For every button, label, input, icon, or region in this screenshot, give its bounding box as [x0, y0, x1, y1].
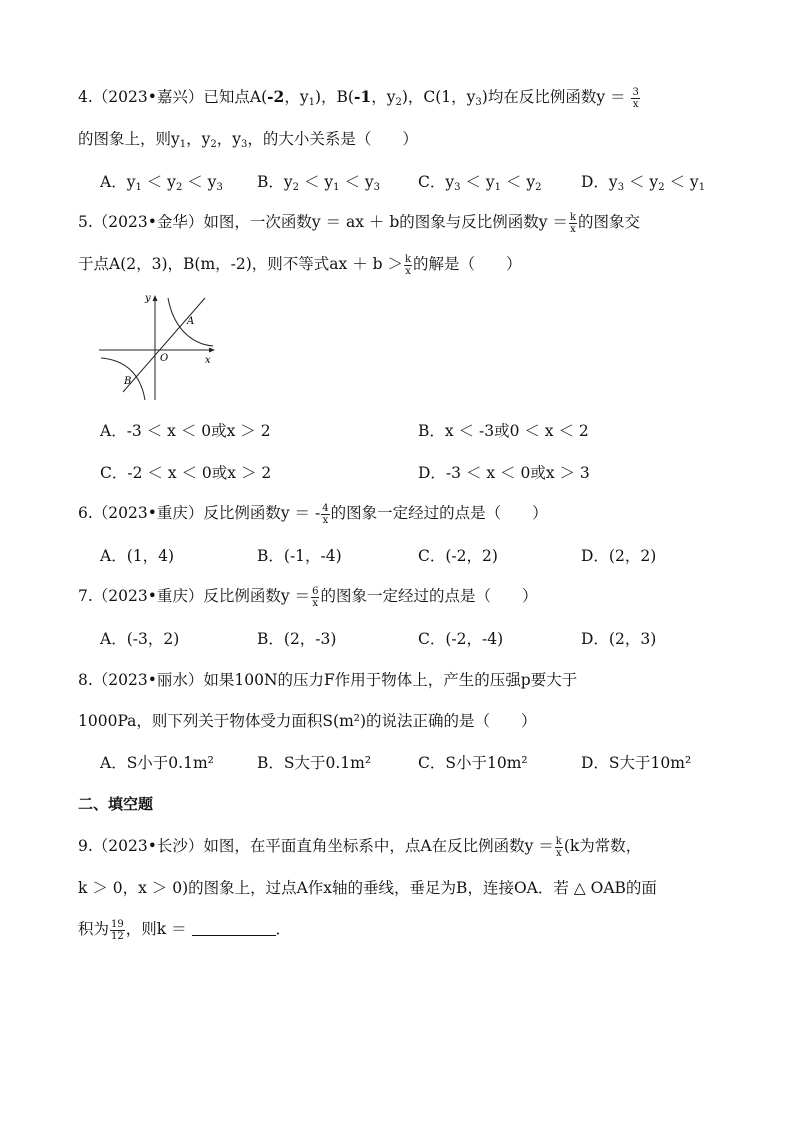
- q6-line: 6.（2023•重庆）反比例函数y ＝ - $\frac{4}{x}$ 的图象一定经过的点是（ ）: [78, 502, 548, 526]
- graph-label-x: x: [205, 355, 211, 366]
- q7-fraction: $\frac{6}{x}$: [312, 585, 319, 609]
- y-axis-arrow: [153, 295, 158, 301]
- x-axis-arrow: [209, 348, 215, 353]
- q9-line3: 积为 $\frac{19}{12}$ ，则k ＝ ．: [78, 918, 292, 942]
- q5-option-d[interactable]: D．-3 ＜ x ＜ 0或x ＞ 3: [418, 464, 590, 482]
- q6-option-d[interactable]: D．(2，2): [581, 547, 657, 565]
- q5-option-a[interactable]: A．-3 ＜ x ＜ 0或x ＞ 2: [100, 422, 271, 440]
- q9-fraction-2: $\frac{19}{12}$: [111, 918, 124, 942]
- q8-line1: 8.（2023•丽水）如果100N的压力F作用于物体上，产生的压强p要大于: [78, 671, 578, 689]
- q4-line2: 的图象上，则$y_1$，$y_2$，$y_3$，的大小关系是（ ）: [78, 130, 418, 150]
- q5-fraction-2: $\frac{k}{x}$: [404, 253, 412, 277]
- q5-option-b[interactable]: B．x ＜ -3或0 ＜ x ＜ 2: [418, 422, 589, 440]
- q4-line1: 4.（2023•嘉兴）已知点A(-2，$y_1$)，B(-1，$y_2$)，C(1，$y_3$)均在反比例函数y ＝ $\frac{3}{x}$: [78, 86, 639, 110]
- q8-option-d[interactable]: D．S大于10m²: [581, 754, 692, 772]
- q6-option-b[interactable]: B．(-1，-4): [257, 547, 342, 565]
- q4-fraction: $\frac{3}{x}$: [632, 86, 639, 110]
- q8-option-c[interactable]: C．S小于10m²: [418, 754, 528, 772]
- section-heading: 二、填空题: [78, 795, 154, 813]
- graph-label-o: O: [160, 353, 169, 364]
- q7-option-c[interactable]: C．(-2，-4): [418, 630, 504, 648]
- q4-option-d[interactable]: D．$y_3 < y_2 < y_1$: [581, 173, 706, 193]
- q4-option-b[interactable]: B．$y_2 < y_1 < y_3$: [257, 173, 381, 193]
- graph-label-a: A: [187, 316, 195, 327]
- q9-line2: k ＞ 0，x ＞ 0)的图象上，过点A作x轴的垂线，垂足为B，连接OA．若 △ OAB的面: [78, 879, 657, 897]
- hyperbola-branch-2: [101, 358, 145, 400]
- q7-option-a[interactable]: A．(-3，2): [100, 630, 180, 648]
- graph-label-y: y: [145, 293, 151, 304]
- q9-line1: 9.（2023•长沙）如图，在平面直角坐标系中，点A在反比例函数y ＝ $\frac{k}{x}$ (k为常数，: [78, 835, 642, 859]
- linear-function-line: [123, 298, 205, 392]
- q5-option-c[interactable]: C．-2 ＜ x ＜ 0或x ＞ 2: [100, 464, 272, 482]
- q6-option-c[interactable]: C．(-2，2): [418, 547, 498, 565]
- q5-graph: [95, 288, 225, 403]
- q8-option-b[interactable]: B．S大于0.1m²: [257, 754, 372, 772]
- q6-option-a[interactable]: A．(1，4): [100, 547, 175, 565]
- q9-fraction-1: $\frac{k}{x}$: [555, 835, 562, 859]
- q7-option-b[interactable]: B．(2，-3): [257, 630, 337, 648]
- q5-line1: 5.（2023•金华）如图，一次函数y ＝ ax ＋ b的图象与反比例函数y ＝ $\frac{k}{x}$ 的图象交: [78, 211, 641, 235]
- q5-line2: 于点A(2，3)，B(m，-2)，则不等式ax ＋ b ＞ $\frac{k}{x}$ 的解是（ ）: [78, 253, 522, 277]
- q6-fraction: $\frac{4}{x}$: [322, 502, 329, 526]
- q8-option-a[interactable]: A．S小于0.1m²: [100, 754, 214, 772]
- graph-label-b: B: [124, 376, 132, 387]
- q4-option-c[interactable]: C．$y_3 < y_1 < y_2$: [418, 173, 542, 193]
- q4-option-a[interactable]: A．$y_1 < y_2 < y_3$: [100, 173, 223, 193]
- q9-answer-blank[interactable]: [192, 919, 276, 936]
- q7-option-d[interactable]: D．(2，3): [581, 630, 657, 648]
- q8-line2: 1000Pa，则下列关于物体受力面积S(m²)的说法正确的是（ ）: [78, 712, 537, 730]
- q7-line: 7.（2023•重庆）反比例函数y ＝ $\frac{6}{x}$ 的图象一定经过的点是（ ）: [78, 585, 538, 609]
- q5-fraction-1: $\frac{k}{x}$: [569, 211, 576, 235]
